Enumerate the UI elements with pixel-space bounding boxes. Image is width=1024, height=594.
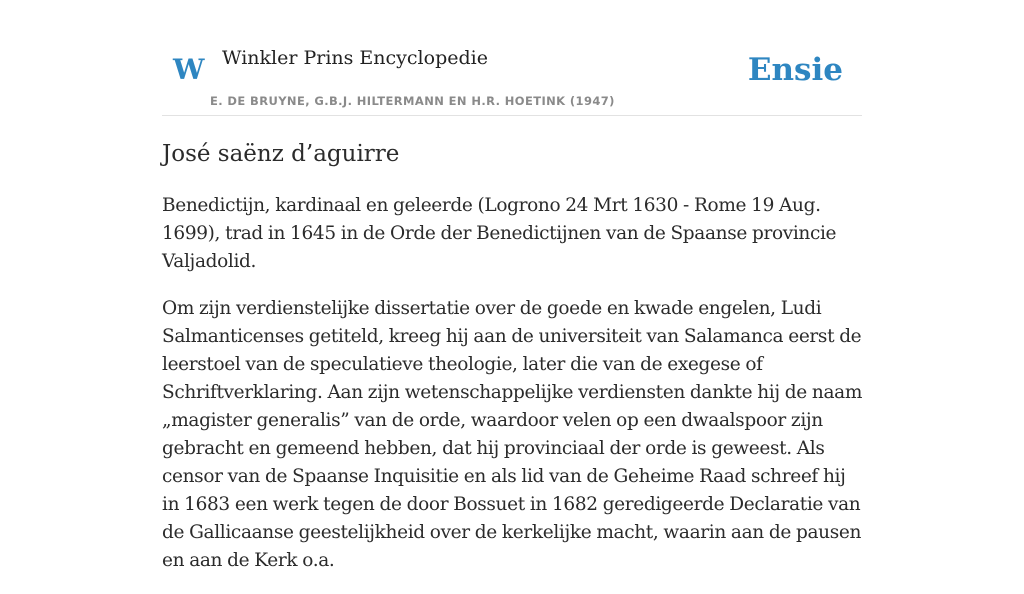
source-title[interactable]: Winkler Prins Encyclopedie: [222, 47, 488, 69]
article-body: [162, 192, 862, 594]
article-paragraph: Benedictijn, kardinaal en geleerde (Logrono 24 Mrt 1630 - Rome 19 Aug. 1699), trad in 1645 in de Orde der Benedictijnen van de Spaanse provincie Valjadolid.: [162, 195, 837, 272]
winkler-prins-logo[interactable]: W: [173, 53, 205, 86]
article-paragraph: Om zijn verdienstelijke dissertatie over de goede en kwade engelen, Ludi Salmanticenses getiteld, kreeg hij aan de universiteit van Salamanca eerst de leerstoel van de speculatieve theologie, later die van de exegese of Schriftverklaring. Aan zijn wetenschappelijke verdiensten dankte hij de naam „magister generalis” van de orde, waardoor velen op een dwaalspoor zijn gebracht en gemeend hebben, dat hij provinciaal der orde is geweest. Als censor van de Spaanse Inquisitie en als lid van de Geheime Raad schreef hij in 1683 een werk tegen de door Bossuet in 1682 geredigeerde Declaratie van de Gallicaanse geestelijkheid over de kerkelijke macht, waarin aan de pausen en aan de Kerk o.a.: [162, 298, 863, 571]
header-divider: [162, 115, 862, 116]
article-title: José saënz d’aguirre: [162, 141, 400, 167]
source-authors: E. DE BRUYNE, G.B.J. HILTERMANN EN H.R. HOETINK (1947): [210, 94, 615, 108]
ensie-brand-logo[interactable]: Ensie: [747, 52, 843, 88]
